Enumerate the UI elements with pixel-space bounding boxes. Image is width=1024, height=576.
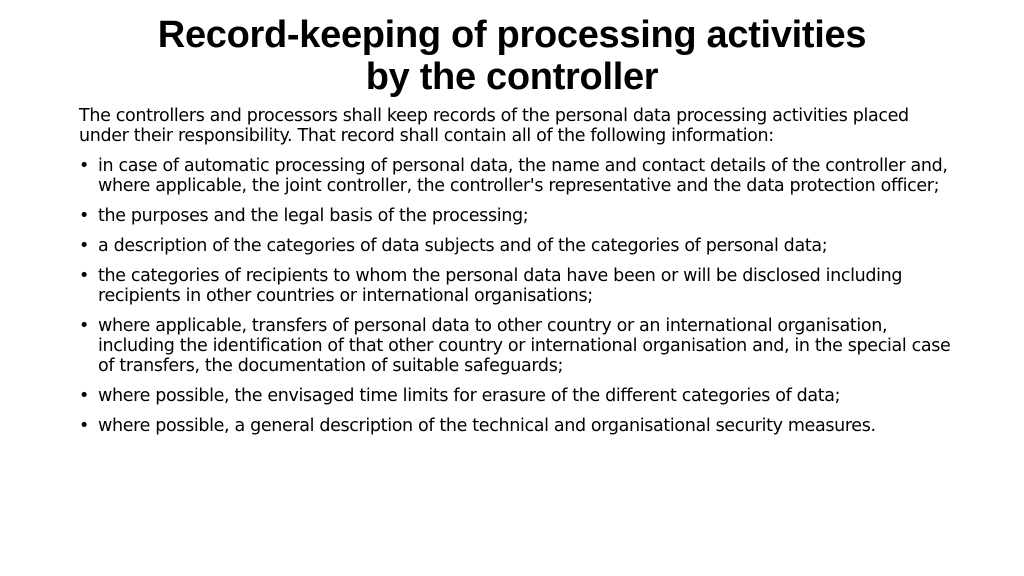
slide-title-line-2: by the controller (365, 56, 659, 98)
list-item (79, 236, 959, 256)
list-item-text: where possible, a general description of the technical and organisational security measures. (98, 416, 876, 436)
bullet-icon: • (79, 416, 89, 436)
list-item (79, 266, 959, 306)
bullet-list (79, 156, 959, 436)
list-item-text: the purposes and the legal basis of the processing; (98, 206, 529, 226)
slide-body (79, 106, 959, 446)
bullet-icon: • (79, 266, 89, 286)
bullet-icon: • (79, 236, 89, 256)
list-item (79, 386, 959, 406)
list-item-text: the categories of recipients to whom the personal data have been or will be disclosed including recipients in other countries or international organisations; (98, 266, 903, 306)
list-item-text: where possible, the envisaged time limits for erasure of the different categories of data; (98, 386, 841, 406)
list-item-text: a description of the categories of data subjects and of the categories of personal data; (98, 236, 828, 256)
list-item (79, 416, 959, 436)
bullet-icon: • (79, 316, 89, 336)
slide-title (60, 14, 964, 98)
intro-paragraph: The controllers and processors shall keep records of the personal data processing activities placed under their responsibility. That record shall contain all of the following information: (79, 106, 909, 146)
list-item (79, 156, 959, 196)
bullet-icon: • (79, 386, 89, 406)
list-item (79, 316, 959, 376)
bullet-icon: • (79, 206, 89, 226)
list-item (79, 206, 959, 226)
bullet-icon: • (79, 156, 89, 176)
list-item-text: where applicable, transfers of personal data to other country or an international organisation, including the identification of that other country or international organisation and, in the special case of transfers, the documentation of suitable safeguards; (98, 316, 951, 376)
slide-title-line-1: Record-keeping of processing activities (157, 14, 867, 56)
list-item-text: in case of automatic processing of personal data, the name and contact details of the controller and, where applicable, the joint controller, the controller's representative and the data protection officer; (98, 156, 948, 196)
